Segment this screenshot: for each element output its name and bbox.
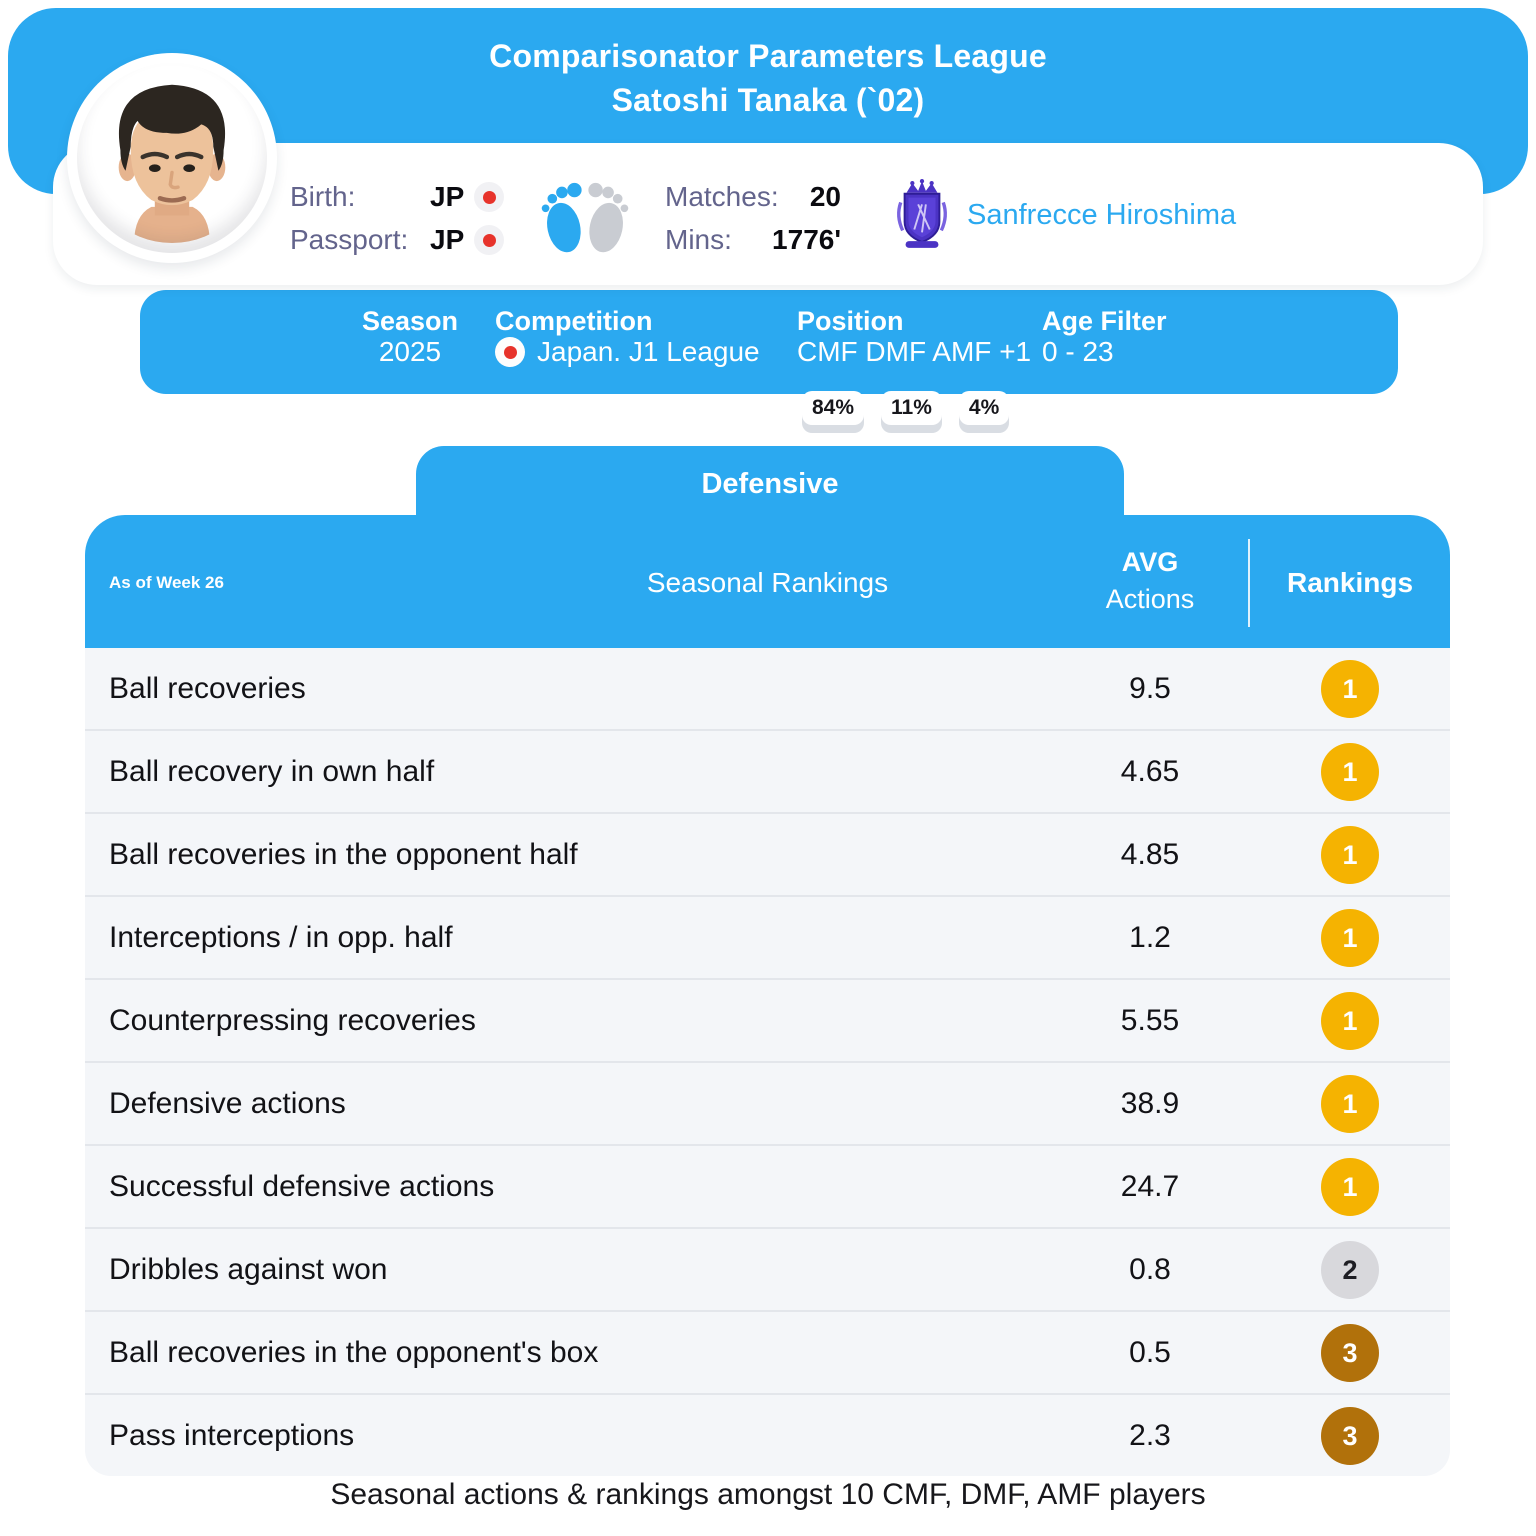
avg-label: AVG <box>1121 547 1179 577</box>
stat-avg: 38.9 <box>1120 1086 1180 1120</box>
matches-label: Matches: <box>665 181 779 212</box>
rank-badge: 1 <box>1321 1075 1379 1133</box>
stat-label: Ball recoveries <box>109 671 306 705</box>
stat-avg: 0.5 <box>1129 1335 1171 1369</box>
club-info[interactable] <box>893 179 1236 251</box>
stat-label: Successful defensive actions <box>109 1169 495 1203</box>
position-share-chip: 11% <box>881 391 942 425</box>
table-row <box>85 1061 1450 1144</box>
age-filter-label: Age Filter <box>1042 306 1167 336</box>
position-label: Position <box>797 306 904 336</box>
column-avg-actions <box>1070 545 1230 619</box>
position-share-chip: 4% <box>959 391 1009 425</box>
position-share-chips <box>802 391 1009 425</box>
flag-red-dot <box>504 346 517 359</box>
stat-avg: 5.55 <box>1120 1003 1180 1037</box>
table-row <box>85 812 1450 895</box>
birth-label: Birth: <box>290 181 356 212</box>
mins-value: 1776' <box>772 224 841 255</box>
filter-age[interactable] <box>1042 306 1167 368</box>
flag-red-dot <box>483 234 496 247</box>
tab-defensive-label: Defensive <box>701 468 839 500</box>
player-photo <box>67 53 277 263</box>
footer-note: Seasonal actions & rankings amongst 10 CMF, DMF, AMF players <box>330 1478 1206 1511</box>
age-filter-value: 0 - 23 <box>1042 336 1114 367</box>
mins-label: Mins: <box>665 224 732 255</box>
player-name-title: Satoshi Tanaka (`02) <box>611 82 925 118</box>
table-row <box>85 1227 1450 1310</box>
page-title: Comparisonator Parameters League <box>489 38 1047 74</box>
japan-flag-icon <box>474 225 504 255</box>
mins-row <box>665 224 841 256</box>
passport-label: Passport: <box>290 224 409 255</box>
column-rankings: Rankings <box>1286 567 1414 598</box>
table-row <box>85 729 1450 812</box>
rank-badge: 1 <box>1321 1158 1379 1216</box>
as-of-week-label: As of Week 26 <box>109 573 224 592</box>
table-row <box>85 1144 1450 1227</box>
stats-table-header <box>85 515 1450 648</box>
club-name-link[interactable]: Sanfrecce Hiroshima <box>967 198 1237 231</box>
stat-avg: 1.2 <box>1129 920 1171 954</box>
club-crest-icon <box>893 179 951 251</box>
passport-row <box>290 224 504 256</box>
column-seasonal-rankings: Seasonal Rankings <box>646 567 889 598</box>
filter-competition[interactable] <box>495 306 760 368</box>
player-avatar <box>86 71 258 243</box>
stat-avg: 0.8 <box>1129 1252 1171 1286</box>
season-value: 2025 <box>378 336 442 367</box>
competition-label: Competition <box>495 306 653 336</box>
stat-label: Dribbles against won <box>109 1252 388 1286</box>
japan-flag-icon <box>474 182 504 212</box>
rank-badge: 1 <box>1321 992 1379 1050</box>
stat-label: Counterpressing recoveries <box>109 1003 476 1037</box>
rank-badge: 3 <box>1321 1324 1379 1382</box>
table-row <box>85 978 1450 1061</box>
stat-label: Ball recoveries in the opponent's box <box>109 1335 599 1369</box>
stat-label: Interceptions / in opp. half <box>109 920 453 954</box>
filter-position[interactable] <box>797 306 1031 368</box>
stat-avg: 2.3 <box>1129 1418 1171 1452</box>
actions-label: Actions <box>1105 584 1195 614</box>
stat-avg: 4.85 <box>1120 837 1180 871</box>
stat-avg: 4.65 <box>1120 754 1180 788</box>
stat-avg: 9.5 <box>1129 671 1171 705</box>
birth-row <box>290 181 504 213</box>
rank-badge: 1 <box>1321 660 1379 718</box>
birth-value: JP <box>430 181 465 212</box>
table-row <box>85 895 1450 978</box>
stat-label: Ball recovery in own half <box>109 754 435 788</box>
table-row <box>85 1393 1450 1476</box>
stats-table <box>85 515 1450 1476</box>
table-row <box>85 648 1450 729</box>
rank-badge: 1 <box>1321 826 1379 884</box>
filter-bar <box>140 290 1398 394</box>
rank-badge: 1 <box>1321 743 1379 801</box>
rank-badge: 3 <box>1321 1407 1379 1465</box>
flag-red-dot <box>483 191 496 204</box>
competition-value: Japan. J1 League <box>537 336 760 367</box>
season-label: Season <box>361 306 459 336</box>
table-row <box>85 1310 1450 1393</box>
stat-label: Pass interceptions <box>109 1418 355 1452</box>
filter-season[interactable] <box>340 306 480 368</box>
position-value: CMF DMF AMF +1 <box>797 336 1032 367</box>
rank-badge: 2 <box>1321 1241 1379 1299</box>
header-divider <box>1248 539 1250 627</box>
stats-rows <box>85 648 1450 1476</box>
stat-label: Ball recoveries in the opponent half <box>109 837 578 871</box>
matches-row <box>665 181 841 213</box>
rank-badge: 1 <box>1321 909 1379 967</box>
preferred-foot-icon <box>535 168 635 264</box>
passport-value: JP <box>430 224 465 255</box>
position-share-chip: 84% <box>802 391 864 425</box>
stat-label: Defensive actions <box>109 1086 346 1120</box>
japan-flag-icon <box>495 337 525 367</box>
right-foot-icon <box>585 183 628 256</box>
stat-avg: 24.7 <box>1120 1169 1180 1203</box>
left-foot-icon <box>542 183 585 256</box>
matches-value: 20 <box>809 181 841 212</box>
